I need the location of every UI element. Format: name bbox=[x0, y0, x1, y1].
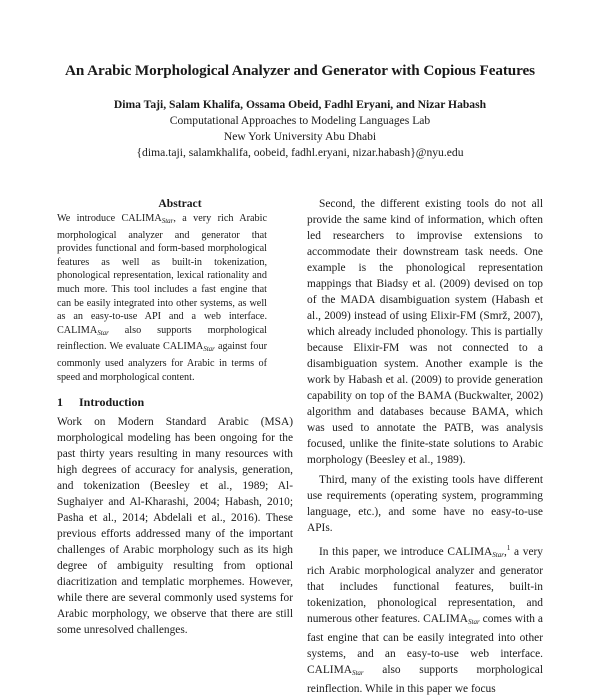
abstract-heading: Abstract bbox=[158, 197, 202, 210]
affiliation-lab: Computational Approaches to Modeling Languages Lab bbox=[169, 114, 431, 127]
footnote-marker: 1 bbox=[506, 544, 511, 552]
section-heading-introduction: 1 Introduction bbox=[57, 395, 145, 410]
affiliation-emails: {dima.taji, salamkhalifa, oobeid, fadhl.eryani, nizar.habash}@nyu.edu bbox=[136, 146, 464, 159]
introduction-paragraph-1: Work on Modern Standard Arabic (MSA) morphological modeling has been ongoing for the past thirty years resulting in many resources with high degrees of accuracy for analysis, generation, and tokenization (Beesley et al., 1989; Al-Sughaiyer and Al-Kharashi, 2004; Habash, 2010; Pasha et al., 2014; Abdelali et al., 2016). These previous efforts addressed many of the important challenges of Arabic morphology such as its high degree of ambiguity resulting from optional diacritization and templatic morphemes. However, while there are several commonly used systems for Arabic morphology, we observe that there are still some unresolved challenges. bbox=[57, 416, 293, 637]
paragraph-introduce-calima: In this paper, we introduce $CALIMA_{Star},^1$ a very rich Arabic morphological analyzer and generator that includes functional features, built-in tokenization, phonological representation, and numerous other features. $CALIMA_{Star}$ comes with a fast engine that can be easily integrated into other systems, and an easy-to-use web interface. $CALIMA_{Star}$ also supports morphological reinflection. While in this paper we focus bbox=[307, 544, 543, 695]
paper-authors: Dima Taji, Salam Khalifa, Ossama Obeid, Fadhl Eryani, and Nizar Habash bbox=[113, 98, 487, 111]
paper-title: An Arabic Morphological Analyzer and Generator with Copious Features bbox=[65, 62, 535, 79]
right-column bbox=[307, 196, 543, 697]
paragraph-third-challenge: Third, many of the existing tools have different use requirements (operating system, programming language, etc.), and some have no easy-to-use APIs. bbox=[307, 474, 543, 534]
affiliation-university: New York University Abu Dhabi bbox=[223, 130, 377, 143]
abstract-text: We introduce $CALIMA_{Star}$, a very rich Arabic morphological analyzer and generator that provides functional and form-based morphological features as well as built-in tokenization, phonological representation, lexical rationality and much more. This tool includes a fast engine that can be easily integrated into other systems, as well as an easy-to-use API and a web interface. $CALIMA_{Star}$ also supports morphological reinflection. We evaluate $CALIMA_{Star}$ against four commonly used analyzers for Arabic in terms of speed and morphological content. bbox=[57, 213, 267, 383]
paragraph-second-challenge: Second, the different existing tools do not all provide the same kind of information, which often led researchers to improvise extensions to accommodate their downstream task needs. One example is the phonological representation mappings that Biadsy et al. (2009) devised on top of the MADA disambiguation system (Habash et al., 2009) instead of using Elixir-FM (Smrž, 2007), which already included phonology. This is partially because Elixir-FM was not connected to a disambiguation system. Another example is the work by Habash et al. (2009) to provide generation capability on top of the BAMA (Buckwalter, 2002) algorithm and databases because BAMA, which was used to annotate the PATB, was analysis focused, unlike the finite-state solutions to Arabic morphology (Beesley et al., 1989). bbox=[307, 198, 543, 466]
left-column bbox=[57, 196, 293, 638]
